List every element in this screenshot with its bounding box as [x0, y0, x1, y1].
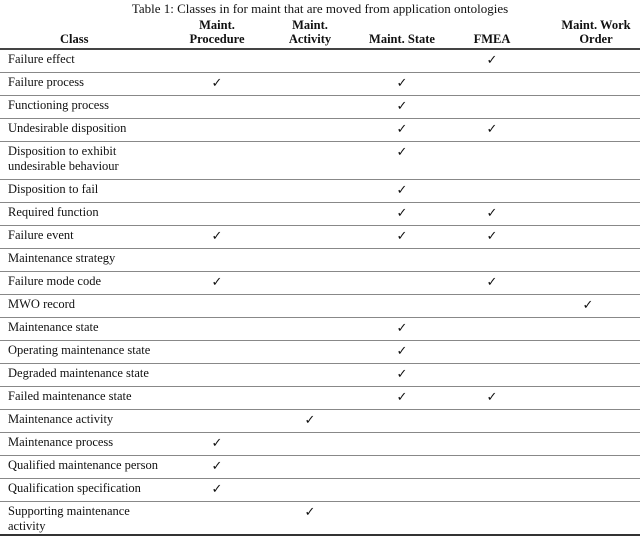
empty-cell [356, 410, 448, 433]
table-row [0, 364, 640, 387]
check-icon: ✓ [448, 203, 536, 226]
table-row [0, 387, 640, 410]
col-header-procedure: Maint. Procedure [170, 18, 264, 49]
empty-cell [264, 456, 356, 479]
empty-cell [264, 226, 356, 249]
check-icon: ✓ [356, 96, 448, 119]
empty-cell [536, 272, 640, 295]
empty-cell [536, 456, 640, 479]
classes-table [0, 18, 640, 536]
col-header-class: Class [0, 18, 170, 49]
class-name: Disposition to fail [0, 180, 170, 203]
table-row [0, 142, 640, 180]
empty-cell [536, 49, 640, 73]
empty-cell [536, 387, 640, 410]
empty-cell [170, 364, 264, 387]
check-icon: ✓ [170, 456, 264, 479]
check-icon: ✓ [170, 226, 264, 249]
empty-cell [536, 502, 640, 536]
check-icon: ✓ [356, 73, 448, 96]
table-row [0, 433, 640, 456]
empty-cell [356, 295, 448, 318]
empty-cell [170, 341, 264, 364]
empty-cell [536, 119, 640, 142]
class-name: Failure mode code [0, 272, 170, 295]
empty-cell [170, 295, 264, 318]
check-icon: ✓ [448, 387, 536, 410]
empty-cell [536, 410, 640, 433]
empty-cell [264, 433, 356, 456]
empty-cell [264, 203, 356, 226]
table-row [0, 96, 640, 119]
empty-cell [170, 180, 264, 203]
table-caption: Table 1: Classes in for maint that are moved from application ontologies [131, 1, 509, 16]
empty-cell [356, 433, 448, 456]
empty-cell [170, 387, 264, 410]
empty-cell [536, 226, 640, 249]
table-row [0, 410, 640, 433]
empty-cell [264, 249, 356, 272]
check-icon: ✓ [356, 318, 448, 341]
empty-cell [170, 119, 264, 142]
empty-cell [264, 364, 356, 387]
class-name: Supporting maintenance activity [0, 502, 170, 536]
class-name: Required function [0, 203, 170, 226]
class-name: Disposition to exhibit undesirable behaviour [0, 142, 170, 180]
class-name: Maintenance state [0, 318, 170, 341]
check-icon: ✓ [536, 295, 640, 318]
empty-cell [448, 96, 536, 119]
check-icon: ✓ [448, 119, 536, 142]
empty-cell [264, 387, 356, 410]
empty-cell [448, 479, 536, 502]
check-icon: ✓ [356, 387, 448, 410]
check-icon: ✓ [264, 410, 356, 433]
check-icon: ✓ [448, 49, 536, 73]
check-icon: ✓ [170, 272, 264, 295]
empty-cell [536, 479, 640, 502]
check-icon: ✓ [356, 142, 448, 180]
empty-cell [536, 433, 640, 456]
empty-cell [536, 142, 640, 180]
col-header-state: Maint. State [356, 18, 448, 49]
class-name: Failure effect [0, 49, 170, 73]
empty-cell [264, 119, 356, 142]
check-icon: ✓ [356, 341, 448, 364]
empty-cell [264, 318, 356, 341]
check-icon: ✓ [170, 479, 264, 502]
empty-cell [356, 249, 448, 272]
empty-cell [264, 272, 356, 295]
empty-cell [356, 272, 448, 295]
empty-cell [356, 456, 448, 479]
check-icon: ✓ [170, 433, 264, 456]
empty-cell [356, 502, 448, 536]
check-icon: ✓ [264, 502, 356, 536]
class-name: Failed maintenance state [0, 387, 170, 410]
empty-cell [448, 410, 536, 433]
table-row [0, 119, 640, 142]
check-icon: ✓ [356, 119, 448, 142]
table-row [0, 203, 640, 226]
table-row [0, 226, 640, 249]
class-name: Qualified maintenance person [0, 456, 170, 479]
table-row [0, 341, 640, 364]
empty-cell [170, 502, 264, 536]
empty-cell [264, 180, 356, 203]
table-row [0, 295, 640, 318]
check-icon: ✓ [356, 203, 448, 226]
empty-cell [536, 318, 640, 341]
table-row [0, 49, 640, 73]
col-header-fmea: FMEA [448, 18, 536, 49]
empty-cell [448, 249, 536, 272]
empty-cell [536, 341, 640, 364]
class-name: Degraded maintenance state [0, 364, 170, 387]
check-icon: ✓ [448, 226, 536, 249]
empty-cell [170, 142, 264, 180]
check-icon: ✓ [356, 364, 448, 387]
empty-cell [356, 49, 448, 73]
empty-cell [448, 142, 536, 180]
class-name: Maintenance process [0, 433, 170, 456]
empty-cell [448, 364, 536, 387]
empty-cell [170, 96, 264, 119]
class-name: Operating maintenance state [0, 341, 170, 364]
table-row [0, 318, 640, 341]
class-name: Undesirable disposition [0, 119, 170, 142]
empty-cell [170, 203, 264, 226]
empty-cell [536, 73, 640, 96]
empty-cell [264, 479, 356, 502]
col-header-activity: Maint. Activity [264, 18, 356, 49]
class-name: Qualification specification [0, 479, 170, 502]
empty-cell [448, 341, 536, 364]
empty-cell [264, 295, 356, 318]
check-icon: ✓ [356, 180, 448, 203]
empty-cell [170, 49, 264, 73]
class-name: Failure process [0, 73, 170, 96]
check-icon: ✓ [448, 272, 536, 295]
empty-cell [264, 341, 356, 364]
col-header-work-order: Maint. Work Order [536, 18, 640, 49]
empty-cell [448, 180, 536, 203]
table-row [0, 456, 640, 479]
table-row [0, 73, 640, 96]
empty-cell [536, 180, 640, 203]
header-row [0, 18, 640, 49]
class-name: Maintenance strategy [0, 249, 170, 272]
table-row [0, 180, 640, 203]
empty-cell [264, 142, 356, 180]
table-row [0, 479, 640, 502]
empty-cell [536, 96, 640, 119]
check-icon: ✓ [356, 226, 448, 249]
table-row [0, 249, 640, 272]
class-name: MWO record [0, 295, 170, 318]
empty-cell [264, 49, 356, 73]
empty-cell [170, 249, 264, 272]
empty-cell [536, 249, 640, 272]
table-row [0, 272, 640, 295]
empty-cell [448, 433, 536, 456]
empty-cell [536, 364, 640, 387]
empty-cell [536, 203, 640, 226]
class-name: Functioning process [0, 96, 170, 119]
table-row [0, 502, 640, 536]
empty-cell [448, 502, 536, 536]
class-name: Failure event [0, 226, 170, 249]
empty-cell [264, 73, 356, 96]
check-icon: ✓ [170, 73, 264, 96]
empty-cell [448, 295, 536, 318]
empty-cell [448, 456, 536, 479]
empty-cell [264, 96, 356, 119]
empty-cell [448, 318, 536, 341]
empty-cell [170, 410, 264, 433]
empty-cell [356, 479, 448, 502]
empty-cell [448, 73, 536, 96]
empty-cell [170, 318, 264, 341]
class-name: Maintenance activity [0, 410, 170, 433]
